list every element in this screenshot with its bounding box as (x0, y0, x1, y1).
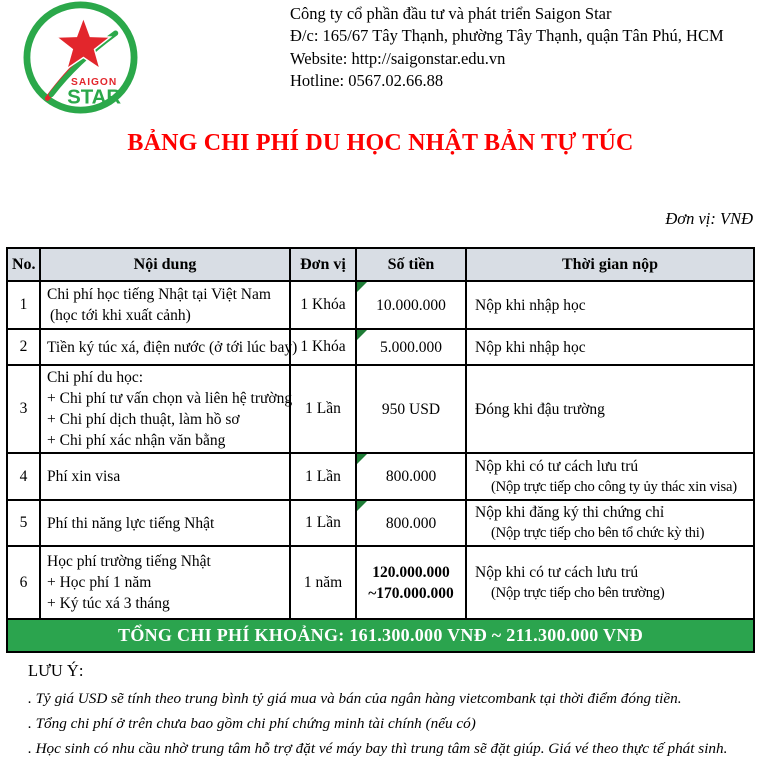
row-amount (356, 500, 466, 546)
total-amount-banner: TỔNG CHI PHÍ KHOẢNG: 161.300.000 VNĐ ~ 211.300.000 VNĐ (7, 619, 754, 652)
content-line: Chi phí du học: (47, 369, 144, 386)
table-row (7, 453, 754, 500)
time-line: (Nộp trực tiếp cho công ty ủy thác xin visa) (491, 478, 737, 495)
table-row (7, 365, 754, 453)
saigon-star-logo (22, 1, 139, 114)
col-header-time: Thời gian nộp (466, 248, 754, 281)
row-unit: 1 Khóa (290, 281, 356, 329)
table-row (7, 500, 754, 546)
row-payment-time (466, 500, 754, 546)
row-unit: 1 Lần (290, 453, 356, 500)
row-content (40, 329, 298, 365)
time-line: Nộp khi đăng ký thi chứng chỉ (475, 504, 665, 521)
time-line: Nộp khi có tư cách lưu trú (475, 457, 639, 475)
note-item: . Học sinh có nhu cầu nhờ trung tâm hỗ trợ đặt vé máy bay thì trung tâm sẽ đặt giúp. Giá vé theo thực tế phát sinh. (28, 740, 728, 757)
page-title: BẢNG CHI PHÍ DU HỌC NHẬT BẢN TỰ TÚC (127, 130, 634, 156)
row-content (40, 365, 293, 453)
row-unit: 1 Lần (290, 500, 356, 546)
row-payment-time (466, 281, 754, 329)
time-line: Nộp khi nhập học (475, 296, 586, 314)
cell-flag-triangle-icon (357, 282, 367, 292)
content-line: (học tới khi xuất cảnh) (50, 307, 191, 324)
row-unit: 1 Khóa (290, 329, 356, 365)
row-amount (356, 281, 466, 329)
row-content (40, 546, 290, 619)
content-line: Chi phí học tiếng Nhật tại Việt Nam (47, 286, 271, 303)
row-payment-time (466, 453, 754, 500)
col-header-content: Nội dung (40, 248, 290, 281)
row-amount (356, 546, 466, 619)
time-line: (Nộp trực tiếp cho bên tổ chức kỳ thi) (491, 525, 705, 541)
notes-heading: LƯU Ý: (28, 661, 84, 680)
content-line: + Chi phí tư vấn chọn và liên hệ trường (47, 390, 293, 407)
table-row (7, 281, 754, 329)
company-hotline: Hotline: 0567.02.66.88 (290, 70, 444, 90)
time-line: Nộp khi có tư cách lưu trú (475, 563, 639, 581)
company-address: Đ/c: 165/67 Tây Thạnh, phường Tây Thạnh, quận Tân Phú, HCM (290, 26, 724, 46)
col-header-unit: Đơn vị (290, 248, 356, 281)
note-item: . Tỷ giá USD sẽ tính theo trung bình tỷ giá mua và bán của ngân hàng vietcombank tại thời điểm đóng tiền. (28, 690, 682, 707)
col-header-no: No. (7, 248, 40, 281)
total-row (7, 619, 754, 652)
amount-line: 120.000.000 (372, 563, 450, 581)
time-line: Nộp khi nhập học (475, 338, 586, 356)
content-line: Phí thi năng lực tiếng Nhật (47, 514, 215, 532)
table-header-row (7, 248, 754, 281)
col-header-amount: Số tiền (356, 248, 466, 281)
row-content (40, 281, 290, 329)
row-payment-time (466, 365, 754, 453)
company-website: Website: http://saigonstar.edu.vn (290, 48, 506, 68)
amount-line: 800.000 (385, 514, 437, 532)
row-payment-time (466, 546, 754, 619)
cell-flag-triangle-icon (357, 501, 367, 511)
row-number: 4 (7, 453, 40, 500)
amount-line: 5.000.000 (380, 338, 442, 356)
row-number: 5 (7, 500, 40, 546)
logo-text-saigon: SAIGON (71, 76, 118, 88)
content-line: + Chi phí xác nhận văn bằng (47, 432, 226, 449)
row-content (40, 500, 290, 546)
content-line: + Ký túc xá 3 tháng (47, 595, 170, 612)
amount-line: 800.000 (385, 468, 437, 485)
time-line: Đóng khi đậu trường (475, 400, 605, 418)
row-amount (356, 365, 466, 453)
content-line: Phí xin visa (47, 468, 121, 485)
table-row (7, 329, 754, 365)
row-number: 6 (7, 546, 40, 619)
content-line: + Học phí 1 năm (47, 574, 152, 591)
row-number: 1 (7, 281, 40, 329)
company-info (290, 3, 724, 92)
logo-text-star: STAR (67, 85, 122, 109)
company-name: Công ty cổ phần đầu tư và phát triển Saigon Star (290, 4, 612, 23)
currency-unit-note: Đơn vị: VNĐ (665, 209, 753, 228)
row-unit: 1 Lần (290, 365, 356, 453)
content-line: Tiền ký túc xá, điện nước (ở tới lúc bay) (47, 338, 298, 356)
time-line: (Nộp trực tiếp cho bên trường) (491, 584, 665, 601)
amount-line: 10.000.000 (376, 296, 446, 314)
row-amount (356, 329, 466, 365)
row-amount (356, 453, 466, 500)
amount-line: 950 USD (381, 400, 441, 418)
note-item: . Tổng chi phí ở trên chưa bao gồm chi phí chứng minh tài chính (nếu có) (28, 715, 476, 732)
row-number: 3 (7, 365, 40, 453)
row-content (40, 453, 290, 500)
row-payment-time (466, 329, 754, 365)
row-unit: 1 năm (290, 546, 356, 619)
cell-flag-triangle-icon (357, 454, 367, 464)
fee-table (6, 247, 755, 653)
content-line: + Chi phí dịch thuật, làm hồ sơ (47, 411, 240, 428)
notes-list (28, 686, 727, 761)
amount-line: ~170.000.000 (368, 584, 454, 602)
content-line: Học phí trường tiếng Nhật (47, 553, 211, 570)
cell-flag-triangle-icon (357, 330, 367, 340)
table-row (7, 546, 754, 619)
notes-section (28, 661, 727, 761)
row-number: 2 (7, 329, 40, 365)
